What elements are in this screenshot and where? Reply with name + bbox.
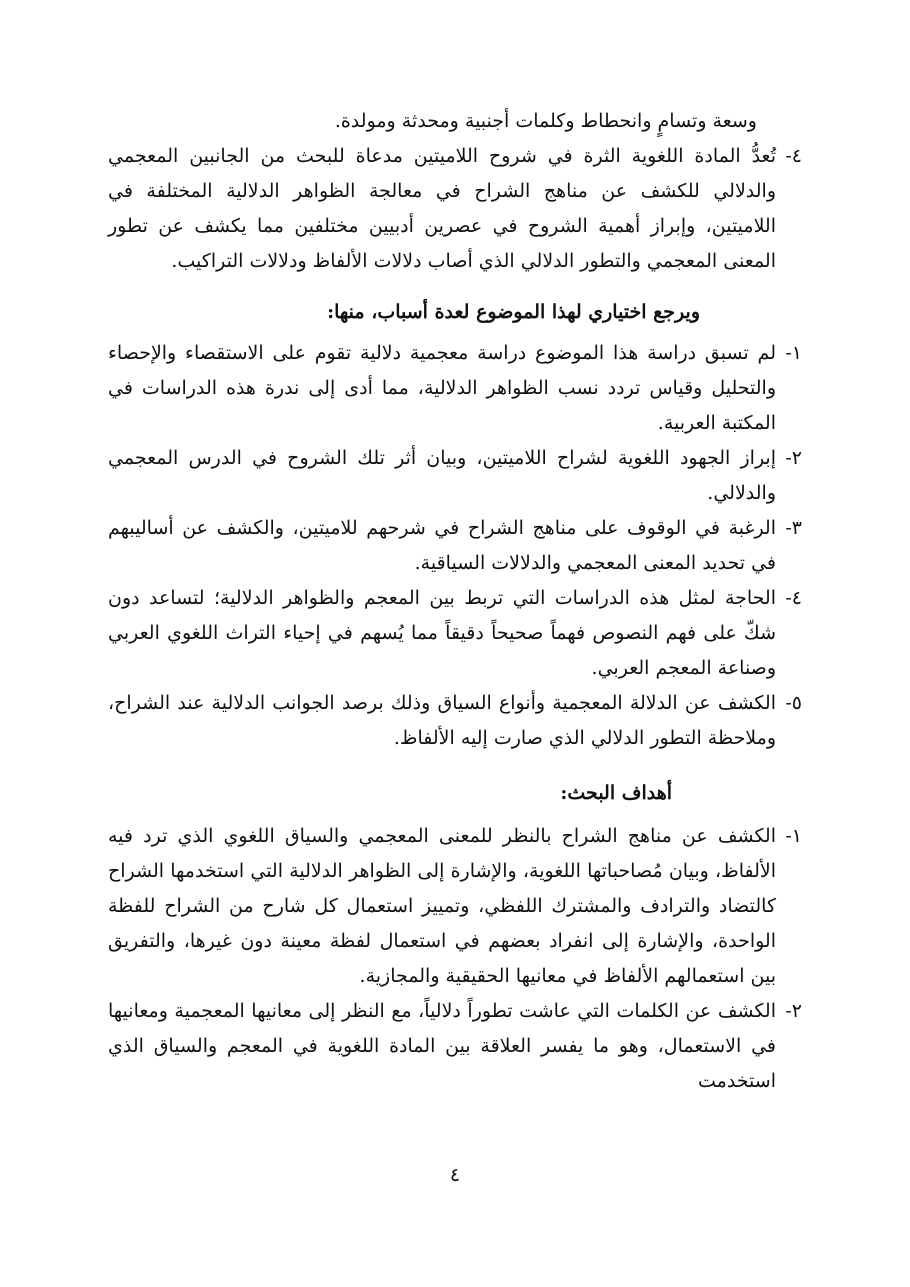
item-number: ٣-	[785, 517, 802, 539]
item-number: ٥-	[785, 692, 802, 714]
item-text: الكشف عن مناهج الشراح بالنظر للمعنى المعجمي والسياق اللغوي الذي ترد فيه الألفاظ، وبيان مُصاحباتها اللغوية، والإشارة إلى الظواهر الدلالية التي استخدمها الشراح كالتضاد والترادف والمشترك اللفظي، وتمييز استعمال كل شارح من الشراح للفظة الواحدة، والإشارة إلى انفراد بعضهم في استعمال لفظة معينة دون غيرها، والتفريق بين استعمالهم الألفاظ في معانيها الحقيقية والمجازية.	[108, 825, 776, 987]
item-text: الكشف عن الكلمات التي عاشت تطوراً دلالياً، مع النظر إلى معانيها المعجمية ومعانيها في الاستعمال، وهو ما يفسر العلاقة بين المادة اللغوية في المعجم والسياق الذي استخدمت	[108, 1000, 776, 1092]
item-text: إبراز الجهود اللغوية لشراح اللاميتين، وبيان أثر تلك الشروح في الدرس المعجمي والدلالي.	[108, 447, 776, 504]
item-text: الكشف عن الدلالة المعجمية وأنواع السياق وذلك برصد الجوانب الدلالية عند الشراح، وملاحظة التطور الدلالي الذي صارت إليه الألفاظ.	[108, 692, 776, 749]
item-text: تُعدُّ المادة اللغوية الثرة في شروح اللاميتين مدعاة للبحث من الجانبين المعجمي والدلالي للكشف عن مناهج الشراح في معالجة الظواهر الدلالية المختلفة في اللاميتين، وإبراز أهمية الشروح في عصرين أدبيين مختلفين مما يكشف عن تطور المعنى المعجمي والتطور الدلالي الذي أصاب دلالات الألفاظ ودلالات التراكيب.	[108, 145, 776, 272]
item-text: لم تسبق دراسة هذا الموضوع دراسة معجمية دلالية تقوم على الاستقصاء والإحصاء والتحليل وقياس تردد نسب الظواهر الدلالية، مما أدى إلى ندرة هذه الدراسات في المكتبة العربية.	[108, 342, 776, 434]
item-number: ١-	[785, 825, 802, 847]
goals-heading: أهداف البحث:	[560, 782, 672, 804]
page-body	[108, 104, 802, 1099]
list-item	[108, 581, 802, 686]
list-item	[108, 336, 802, 441]
item-number: ٤-	[785, 587, 802, 609]
goals-list	[108, 819, 802, 1099]
reasons-list	[108, 336, 802, 756]
item-number: ٢-	[785, 1000, 802, 1022]
item-number: ٢-	[785, 447, 802, 469]
list-item-point4	[108, 139, 802, 279]
item-text: الرغبة في الوقوف على مناهج الشراح في شرحهم للاميتين، والكشف عن أساليبهم في تحديد المعنى المعجمي والدلالات السياقية.	[108, 517, 776, 574]
page-number: ٤	[449, 1164, 461, 1186]
list-item	[108, 511, 802, 581]
item-number: ٤-	[785, 145, 802, 167]
item-text: الحاجة لمثل هذه الدراسات التي تربط بين المعجم والظواهر الدلالية؛ لتساعد دون شكّ على فهم النصوص فهماً صحيحاً دقيقاً مما يُسهم في إحياء التراث اللغوي العربي وصناعة المعجم العربي.	[108, 587, 776, 679]
reasons-heading: ويرجع اختياري لهذا الموضوع لعدة أسباب، منها:	[327, 301, 700, 323]
list-item	[108, 686, 802, 756]
item-number: ١-	[785, 342, 802, 364]
list-item	[108, 994, 802, 1099]
list-item	[108, 819, 802, 994]
list-item	[108, 441, 802, 511]
intro-line: وسعة وتسامٍ وانحطاط وكلمات أجنبية ومحدثة ومولدة.	[334, 110, 757, 132]
